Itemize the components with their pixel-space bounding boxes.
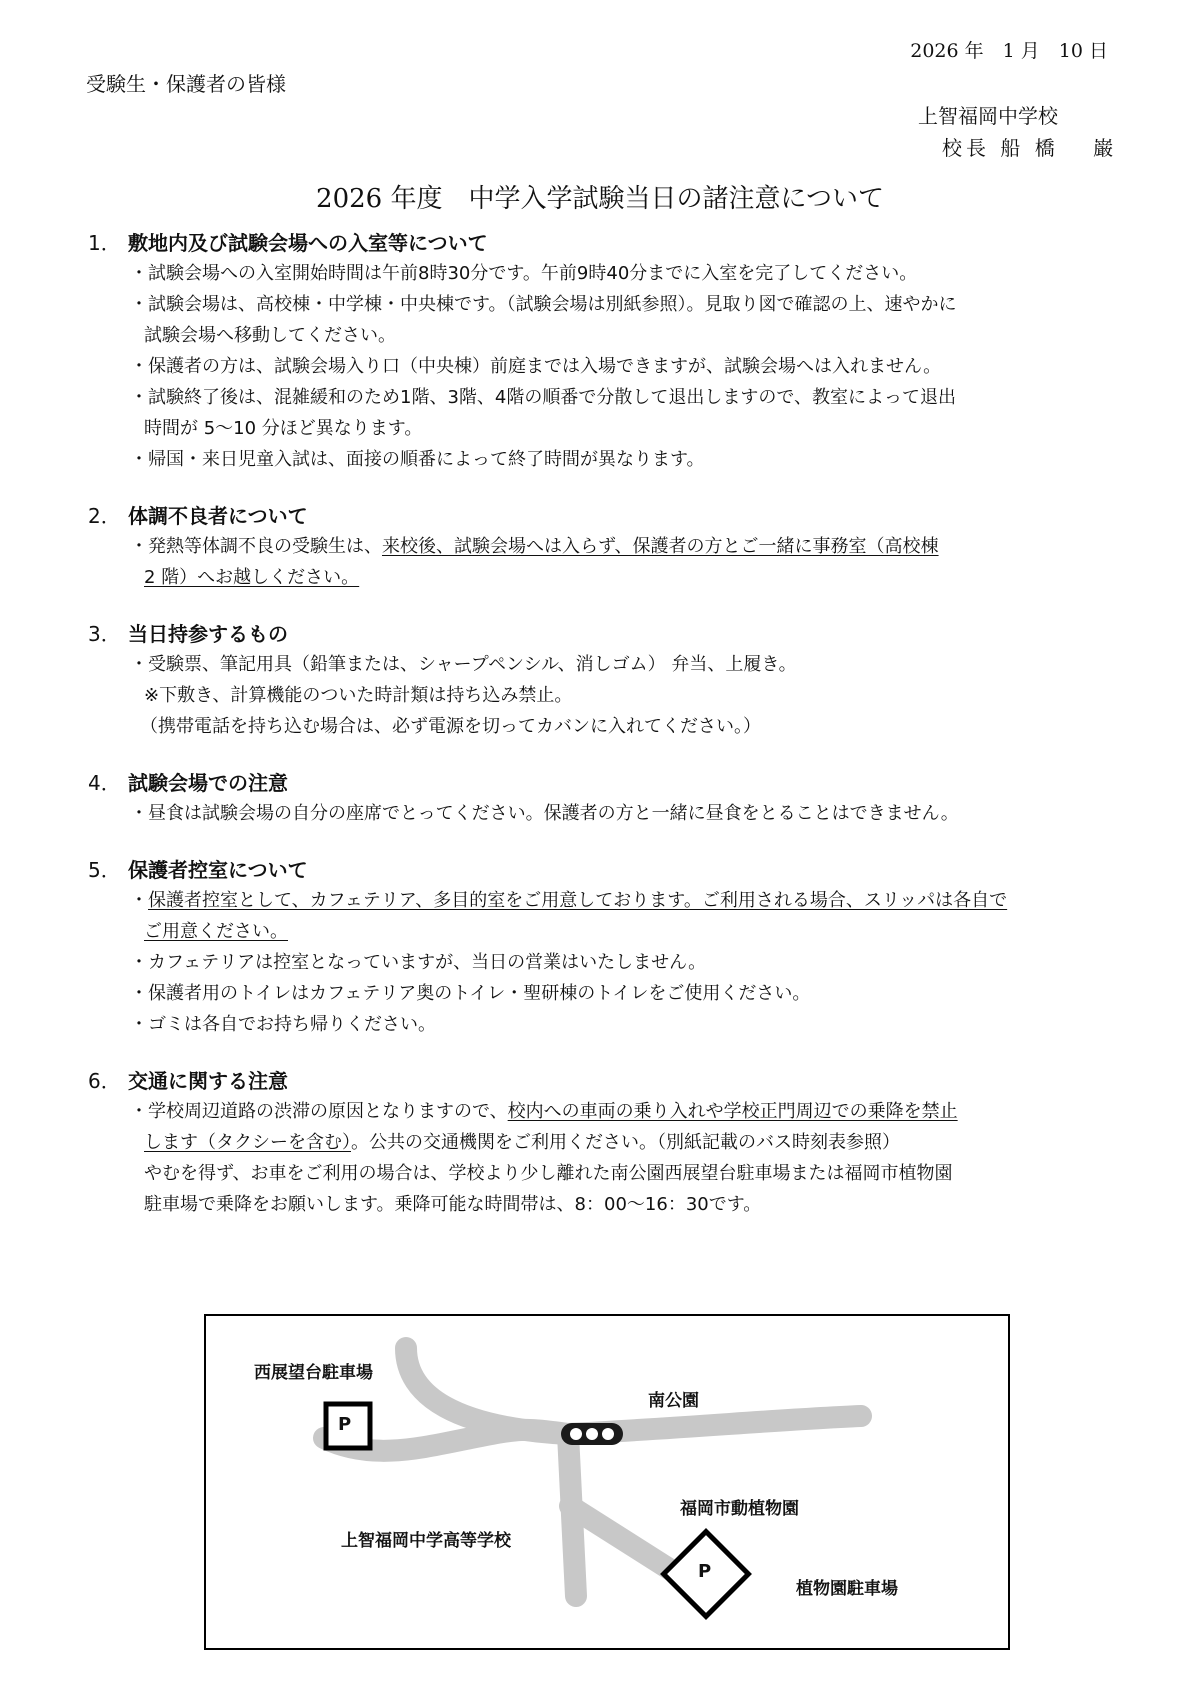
notice-line: ・保護者の方は、試験会場入り口（中央棟）前庭までは入場できますが、試験会場へは入れません。 xyxy=(130,356,942,377)
underlined-text: します（タクシーを含む） xyxy=(144,1132,351,1153)
section-number: 6． xyxy=(88,1069,121,1093)
traffic-signal-icon xyxy=(561,1423,623,1445)
document-date: 2026 年 1 月 10 日 xyxy=(910,40,1108,62)
notice-line: ・保護者用のトイレはカフェテリア奥のトイレ・聖研棟のトイレをご使用ください。 xyxy=(130,983,811,1004)
underlined-text: ご用意ください。 xyxy=(144,921,288,942)
parking-symbol: P xyxy=(698,1561,712,1582)
section-title: 敷地内及び試験会場への入室等について xyxy=(128,231,488,255)
underlined-text: 保護者控室として、カフェテリア、多目的室をご用意しております。ご利用される場合、スリッパは各自で xyxy=(148,890,1008,911)
notice-line xyxy=(88,531,1128,562)
parking-symbol: P xyxy=(338,1414,352,1435)
section-heading xyxy=(88,501,1128,531)
notice-line: ・受験票、筆記用具（鉛筆または、シャープペンシル、消しゴム） 弁当、上履き。 xyxy=(130,654,797,675)
section-number: 5． xyxy=(88,858,121,882)
access-map xyxy=(204,1314,1010,1650)
principal-name: 校長 船 橋 巌 xyxy=(942,136,1118,160)
notice-text: ・学校周辺道路の渋滞の原因となりますので、 xyxy=(130,1101,508,1122)
section-heading xyxy=(88,228,1128,258)
notice-line: やむを得ず、お車をご利用の場合は、学校より少し離れた南公園西展望台駐車場または福岡市植物園 xyxy=(144,1163,953,1184)
addressee: 受験生・保護者の皆様 xyxy=(86,72,286,96)
notice-line: 駐車場で乗降をお願いします。乗降可能な時間帯は、8：00～16：30です。 xyxy=(144,1194,762,1215)
section-title: 当日持参するもの xyxy=(128,622,288,646)
notice-line: ・試験会場は、高校棟・中学棟・中央棟です。（試験会場は別紙参照）。見取り図で確認の上、速やかに xyxy=(130,294,957,315)
map-label-west-parking: 西展望台駐車場 xyxy=(254,1363,373,1383)
notice-line: ・昼食は試験会場の自分の座席でとってください。保護者の方と一緒に昼食をとることはできません。 xyxy=(130,803,959,824)
notice-line: ・ゴミは各自でお持ち帰りください。 xyxy=(130,1014,436,1035)
notice-line xyxy=(88,1127,1128,1158)
map-label-zoo: 福岡市動植物園 xyxy=(680,1499,799,1519)
section-heading xyxy=(88,768,1128,798)
section-entry xyxy=(88,228,1128,475)
notice-line: 試験会場へ移動してください。 xyxy=(144,325,396,346)
section-illness xyxy=(88,501,1128,593)
section-items xyxy=(88,619,1128,742)
document-title: 2026 年度 中学入学試験当日の諸注意について xyxy=(316,184,884,214)
section-number: 2． xyxy=(88,504,121,528)
underlined-text: 2 階）へお越しください。 xyxy=(144,567,360,588)
map-label-south-park: 南公園 xyxy=(648,1391,699,1411)
notice-line xyxy=(88,562,1128,593)
notice-line xyxy=(88,1096,1128,1127)
section-title: 体調不良者について xyxy=(128,504,308,528)
notice-body xyxy=(88,228,1128,1246)
notice-line: ・試験終了後は、混雑緩和のため1階、3階、4階の順番で分散して退出しますので、教室によって退出 xyxy=(130,387,956,408)
school-name: 上智福岡中学校 xyxy=(918,104,1058,128)
section-number: 4． xyxy=(88,771,121,795)
notice-text: ・発熱等体調不良の受験生は、 xyxy=(130,536,382,557)
section-traffic xyxy=(88,1066,1128,1220)
section-title: 試験会場での注意 xyxy=(128,771,288,795)
section-venue xyxy=(88,768,1128,829)
section-title: 交通に関する注意 xyxy=(128,1069,288,1093)
map-label-botanical-parking: 植物園駐車場 xyxy=(796,1579,898,1599)
map-label-school: 上智福岡中学高等学校 xyxy=(341,1531,511,1551)
notice-line xyxy=(88,885,1128,916)
section-heading xyxy=(88,855,1128,885)
notice-line: ※下敷き、計算機能のついた時計類は持ち込み禁止。 xyxy=(144,685,573,706)
notice-line: ・カフェテリアは控室となっていますが、当日の営業はいたしません。 xyxy=(130,952,707,973)
notice-text: 。公共の交通機関をご利用ください。（別紙記載のバス時刻表参照） xyxy=(351,1132,900,1153)
notice-line: ・帰国・来日児童入試は、面接の順番によって終了時間が異なります。 xyxy=(130,449,705,470)
notice-line: ・試験会場への入室開始時間は午前8時30分です。午前9時40分までに入室を完了してください。 xyxy=(130,263,918,284)
notice-text: ・ xyxy=(130,890,148,911)
section-number: 3． xyxy=(88,622,121,646)
section-heading xyxy=(88,1066,1128,1096)
notice-line: （携帯電話を持ち込む場合は、必ず電源を切ってカバンに入れてください。） xyxy=(140,716,761,737)
section-heading xyxy=(88,619,1128,649)
underlined-text: 来校後、試験会場へは入らず、保護者の方とご一緒に事務室（高校棟 xyxy=(382,536,939,557)
section-title: 保護者控室について xyxy=(128,858,308,882)
section-number: 1． xyxy=(88,231,121,255)
section-waiting-room xyxy=(88,855,1128,1040)
notice-line: 時間が 5～10 分ほど異なります。 xyxy=(144,418,423,439)
underlined-text: 校内への車両の乗り入れや学校正門周辺での乗降を禁止 xyxy=(507,1101,958,1122)
notice-line xyxy=(88,916,1128,947)
